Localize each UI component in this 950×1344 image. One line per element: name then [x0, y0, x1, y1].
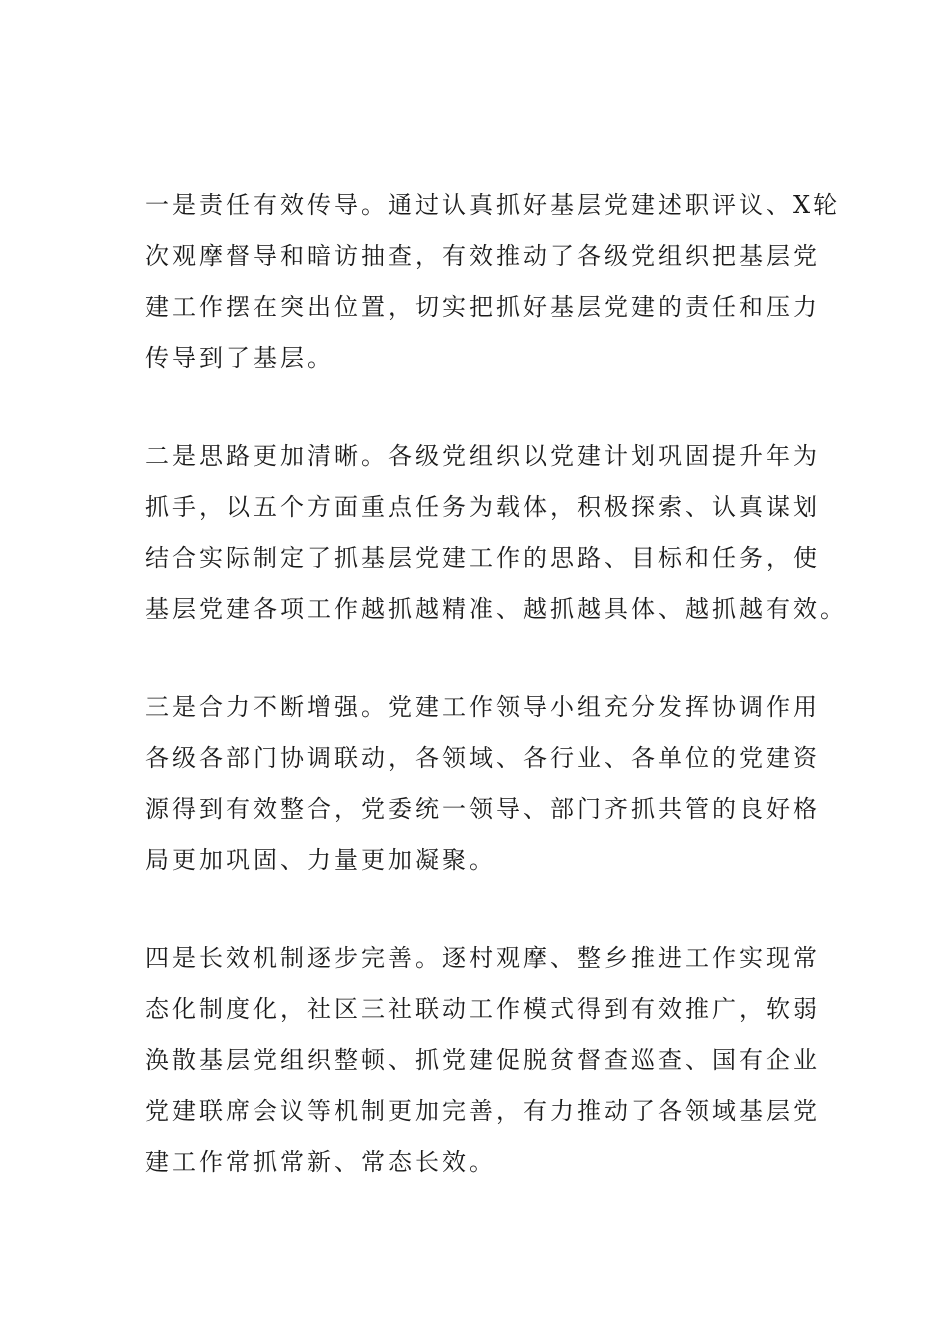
paragraph-line: 源得到有效整合，党委统一领导、部门齐抓共管的良好格 [145, 795, 820, 823]
paragraph-line: 局更加巩固、力量更加凝聚。 [145, 846, 496, 874]
paragraph-line: 各级各部门协调联动，各领域、各行业、各单位的党建资 [145, 744, 820, 772]
paragraph-line: 建工作常抓常新、常态长效。 [145, 1148, 496, 1176]
paragraph-synergy [145, 682, 820, 886]
paragraph-line: 三是合力不断增强。党建工作领导小组充分发挥协调作用 [145, 693, 820, 721]
paragraph-thinking [145, 431, 847, 635]
paragraph-spacer [145, 886, 810, 933]
paragraph-mechanism [145, 933, 820, 1188]
paragraph-line: 一是责任有效传导。通过认真抓好基层党建述职评议、X轮 [145, 191, 841, 219]
paragraph-line: 抓手，以五个方面重点任务为载体，积极探索、认真谋划 [145, 493, 820, 521]
paragraph-line: 四是长效机制逐步完善。逐村观摩、整乡推进工作实现常 [145, 944, 820, 972]
paragraph-line: 涣散基层党组织整顿、抓党建促脱贫督查巡查、国有企业 [145, 1046, 820, 1074]
document-body [145, 180, 847, 1188]
paragraph-line: 二是思路更加清晰。各级党组织以党建计划巩固提升年为 [145, 442, 820, 470]
paragraph-line: 党建联席会议等机制更加完善，有力推动了各领域基层党 [145, 1097, 820, 1125]
paragraph-line: 结合实际制定了抓基层党建工作的思路、目标和任务，使 [145, 544, 820, 572]
paragraph-line: 建工作摆在突出位置，切实把抓好基层党建的责任和压力 [145, 293, 820, 321]
paragraph-line: 次观摩督导和暗访抽查，有效推动了各级党组织把基层党 [145, 242, 820, 270]
paragraph-spacer [145, 384, 810, 431]
paragraph-line: 态化制度化，社区三社联动工作模式得到有效推广，软弱 [145, 995, 820, 1023]
paragraph-line: 传导到了基层。 [145, 344, 334, 372]
paragraph-spacer [145, 635, 810, 682]
paragraph-responsibility [145, 180, 841, 384]
paragraph-line: 基层党建各项工作越抓越精准、越抓越具体、越抓越有效。 [145, 595, 847, 623]
